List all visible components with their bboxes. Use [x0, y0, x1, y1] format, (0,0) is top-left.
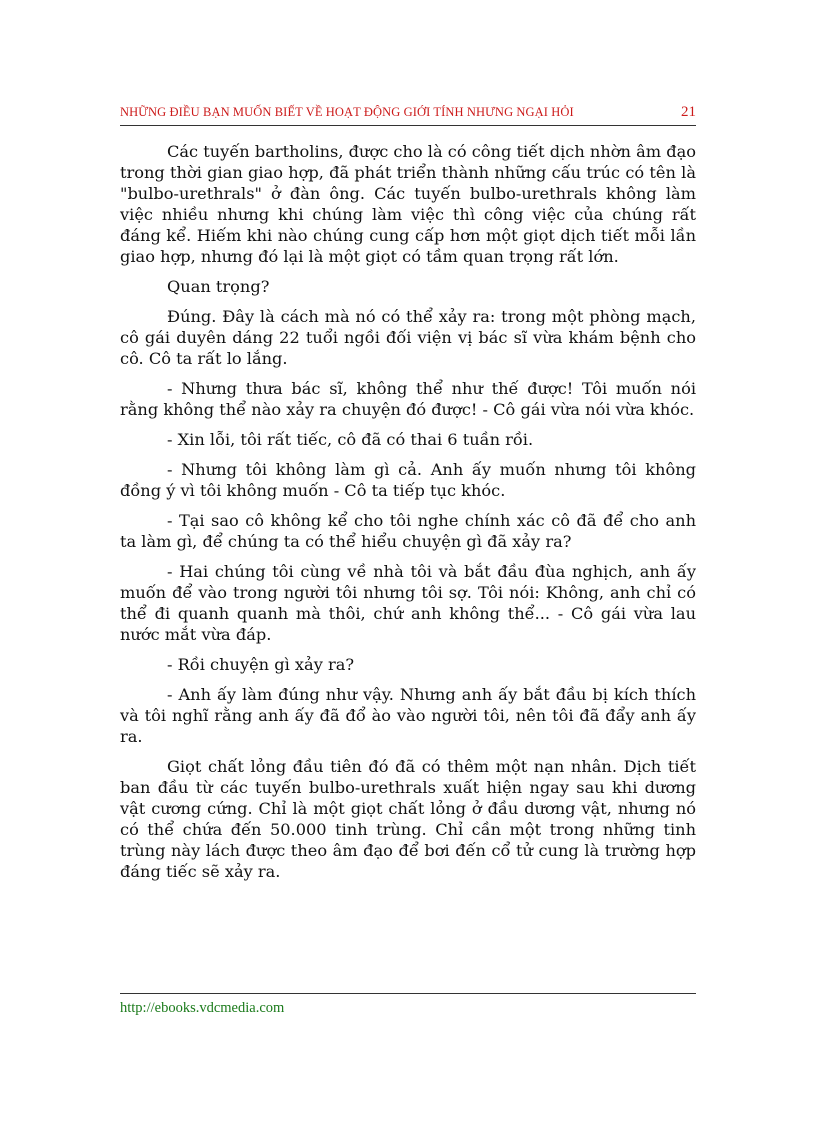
- paragraph: - Xin lỗi, tôi rất tiếc, cô đã có thai 6 tuần rồi.: [167, 430, 534, 449]
- footer-link[interactable]: http://ebooks.vdcmedia.com: [120, 1000, 285, 1016]
- footer-divider: [120, 993, 696, 994]
- paragraph: Giọt chất lỏng đầu tiên đó đã có thêm một nạn nhân. Dịch tiết ban đầu từ các tuyến bulbo-urethrals xuất hiện ngay sau khi dương vật cương cứng. Chỉ là một giọt chất lỏng ở đầu dương vật, nhưng nó có thể chứa đến 50.000 tinh trùng. Chỉ cần một trong những tinh trùng này lách được theo âm đạo để bơi đến cổ tử cung là trường hợp đáng tiếc sẽ xảy ra.: [120, 757, 696, 881]
- page-number: 21: [681, 104, 696, 120]
- paragraph: Quan trọng?: [167, 277, 270, 296]
- paragraph: - Anh ấy làm đúng như vậy. Nhưng anh ấy bắt đầu bị kích thích và tôi nghĩ rằng anh ấy đã đổ ào vào người tôi, nên tôi đã đẩy anh ấy ra.: [120, 685, 696, 746]
- body-text: [120, 141, 696, 891]
- paragraph: - Rồi chuyện gì xảy ra?: [167, 655, 355, 674]
- paragraph: Đúng. Đây là cách mà nó có thể xảy ra: trong một phòng mạch, cô gái duyên dáng 22 tuổi ngồi đối viện vị bác sĩ vừa khám bệnh cho cô. Cô ta rất lo lắng.: [120, 307, 696, 368]
- paragraph: - Hai chúng tôi cùng về nhà tôi và bắt đầu đùa nghịch, anh ấy muốn để vào trong người tôi nhưng tôi sợ. Tôi nói: Không, anh chỉ có thể đi quanh quanh mà thôi, chứ anh không thể... - Cô gái vừa lau nước mắt vừa đáp.: [120, 562, 696, 644]
- paragraph: - Nhưng thưa bác sĩ, không thể như thế được! Tôi muốn nói rằng không thể nào xảy ra chuyện đó được! - Cô gái vừa nói vừa khóc.: [120, 379, 696, 419]
- paragraph: Các tuyến bartholins, được cho là có công tiết dịch nhờn âm đạo trong thời gian giao hợp, đã phát triển thành những cấu trúc có tên là "bulbo-urethrals" ở đàn ông. Các tuyến bulbo-urethrals không làm việc nhiều nhưng khi chúng làm việc thì công việc của chúng rất đáng kể. Hiếm khi nào chúng cung cấp hơn một giọt dịch tiết mỗi lần giao hợp, nhưng đó lại là một giọt có tầm quan trọng rất lớn.: [120, 142, 697, 266]
- paragraph: - Nhưng tôi không làm gì cả. Anh ấy muốn nhưng tôi không đồng ý vì tôi không muốn - Cô ta tiếp tục khóc.: [120, 460, 696, 500]
- page-header: [120, 104, 696, 126]
- running-title: NHỮNG ĐIỀU BẠN MUỐN BIẾT VỀ HOẠT ĐỘNG GIỚI TÍNH NHƯNG NGẠI HỎI: [120, 105, 574, 119]
- paragraph: - Tại sao cô không kể cho tôi nghe chính xác cô đã để cho anh ta làm gì, để chúng ta có thể hiểu chuyện gì đã xảy ra?: [120, 511, 696, 551]
